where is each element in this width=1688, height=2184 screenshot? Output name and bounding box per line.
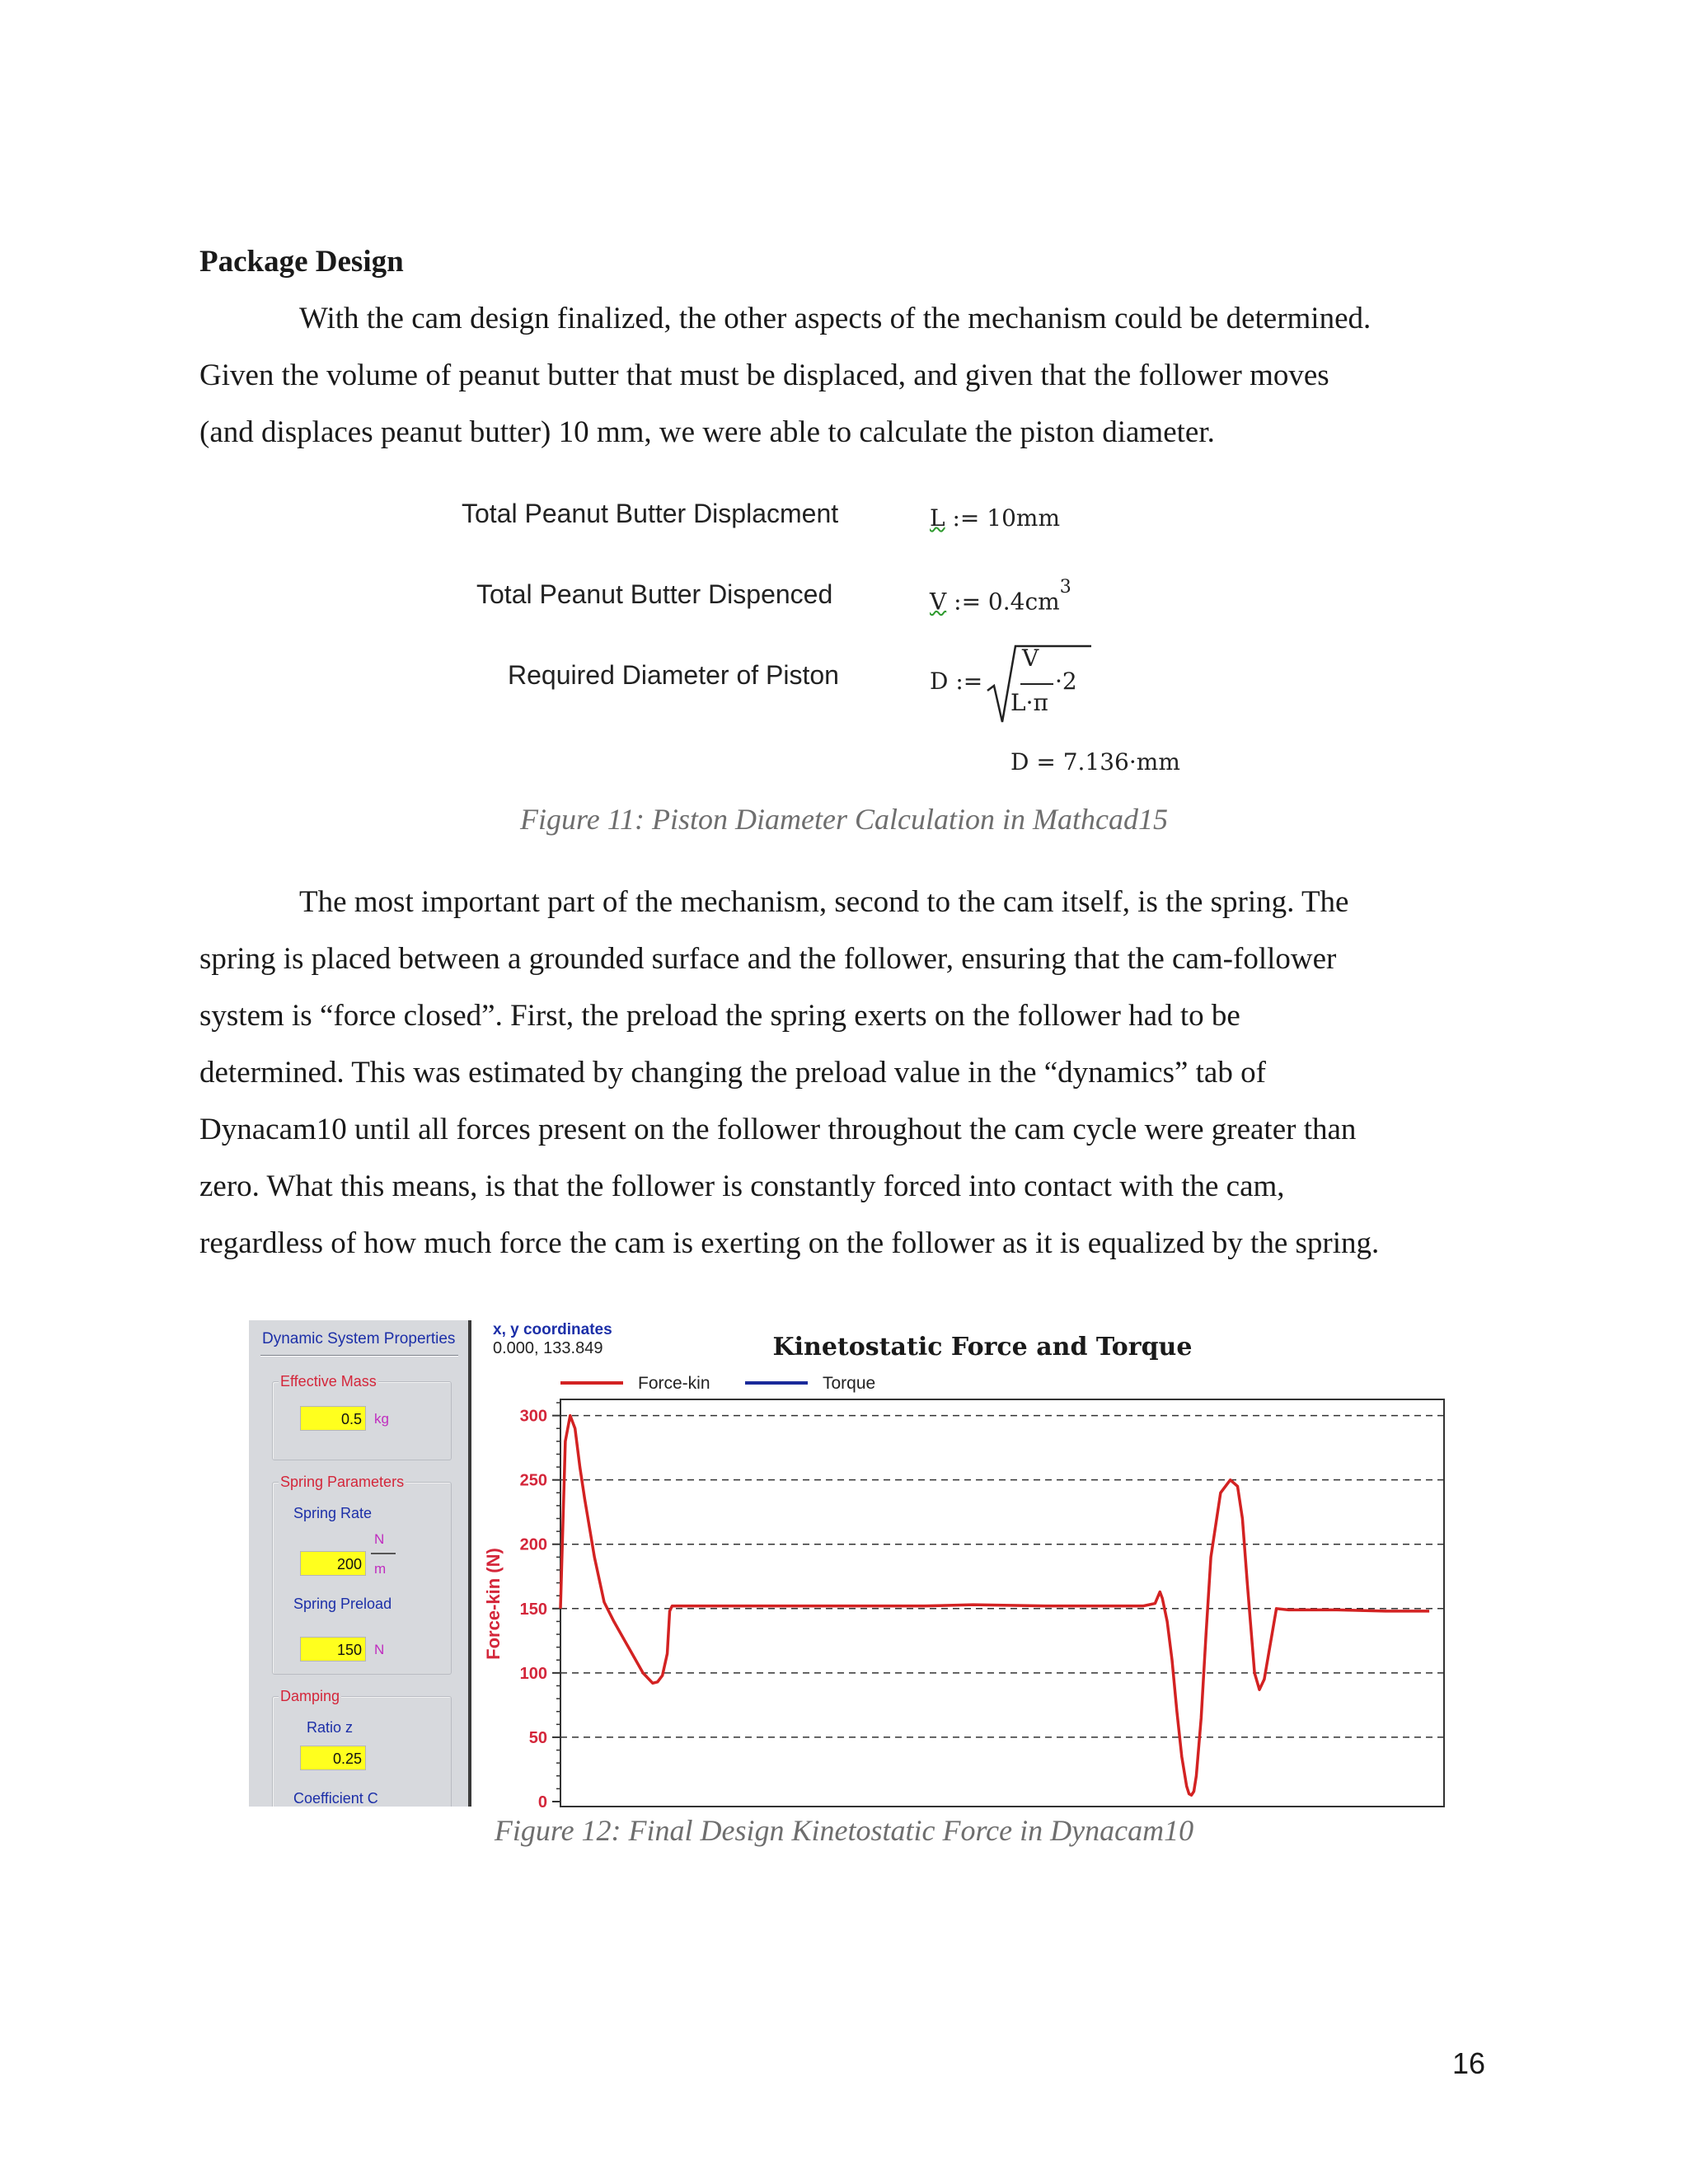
divider: [260, 1355, 458, 1357]
figure-11-caption: Figure 11: Piston Diameter Calculation in Mathcad15: [520, 803, 1168, 836]
page-number: 16: [1452, 2046, 1486, 2080]
mathcad-eq-diameter-lhs: D :=: [930, 668, 983, 695]
spring-parameters-label: Spring Parameters: [280, 1474, 405, 1490]
dynamic-properties-panel: [249, 1320, 468, 1807]
mathcad-label-dispensed: Total Peanut Butter Dispenced: [476, 579, 833, 609]
spring-rate-label: Spring Rate: [293, 1505, 373, 1521]
spring-preload-input[interactable]: 150: [300, 1637, 366, 1661]
y-axis-label: Force-kin (N): [483, 1548, 504, 1660]
mathcad-eq-rest: := 0.4cm: [954, 588, 1060, 616]
mathcad-result: D = 7.136·mm: [1010, 748, 1180, 776]
paragraph-line: determined. This was estimated by changing the preload value in the “dynamics” tab of: [199, 1056, 1266, 1090]
paragraph-line: With the cam design finalized, the other aspects of the mechanism could be determined.: [299, 302, 1372, 335]
coords-label: x, y coordinates: [493, 1321, 612, 1338]
mathcad-eq-rest: := 10mm: [952, 504, 1061, 532]
effective-mass-input[interactable]: 0.5: [300, 1406, 366, 1431]
mathcad-var: V: [930, 588, 947, 616]
coefficient-label: Coefficient C: [293, 1790, 378, 1807]
mathcad-fraction-numerator: V: [1022, 644, 1039, 672]
y-tick-label: 50: [528, 1728, 547, 1747]
coords-value: 0.000, 133.849: [493, 1339, 603, 1357]
mass-unit: kg: [374, 1411, 389, 1427]
paragraph-line: Dynacam10 until all forces present on the follower throughout the cam cycle were greater than: [199, 1113, 1357, 1146]
mathcad-multiplier: ·2: [1055, 668, 1077, 695]
spring-rate-unit-num: N: [374, 1531, 385, 1547]
paragraph-2: [199, 874, 1485, 1272]
spring-rate-unit-den: m: [374, 1561, 387, 1577]
chart-title: Kinetostatic Force and Torque: [772, 1333, 1193, 1361]
panel-title: Dynamic System Properties: [262, 1330, 456, 1347]
fraction-bar: [371, 1553, 396, 1554]
mathcad-eq-volume: [930, 577, 1071, 616]
paragraph-line: system is “force closed”. First, the preload the spring exerts on the follower had to be: [199, 999, 1240, 1033]
y-tick-label: 300: [519, 1407, 547, 1426]
paragraph-line: regardless of how much force the cam is exerting on the follower as it is equalized by the spring.: [199, 1226, 1380, 1260]
paragraph-line: zero. What this means, is that the follower is constantly forced into contact with the cam,: [199, 1169, 1285, 1203]
legend-force-label: Force-kin: [638, 1374, 710, 1393]
section-heading: Package Design: [199, 245, 404, 279]
damping-ratio-input[interactable]: 0.25: [300, 1746, 366, 1770]
y-tick-label: 150: [519, 1600, 547, 1619]
mathcad-exponent: 3: [1059, 577, 1071, 598]
damping-label: Damping: [280, 1688, 340, 1704]
paragraph-line: Given the volume of peanut butter that must be displaced, and given that the follower moves: [199, 359, 1329, 392]
y-tick-label: 250: [519, 1471, 547, 1490]
mathcad-var: L: [930, 504, 945, 532]
paragraph-1: [199, 290, 1485, 461]
y-tick-label: 100: [519, 1664, 547, 1683]
paragraph-line: The most important part of the mechanism, second to the cam itself, is the spring. The: [299, 885, 1349, 919]
mathcad-eq-length: [930, 504, 1060, 532]
mathcad-label-diameter: Required Diameter of Piston: [508, 660, 839, 690]
legend-torque-label: Torque: [823, 1374, 876, 1393]
paragraph-line: (and displaces peanut butter) 10 mm, we were able to calculate the piston diameter.: [199, 415, 1215, 449]
y-tick-label: 200: [519, 1535, 547, 1554]
spring-preload-label: Spring Preload: [293, 1596, 392, 1612]
spring-rate-input[interactable]: 200: [300, 1551, 366, 1576]
spring-preload-unit: N: [374, 1642, 385, 1657]
plot-area: [560, 1399, 1444, 1807]
paragraph-line: spring is placed between a grounded surface and the follower, ensuring that the cam-follower: [199, 942, 1337, 976]
series-line-force-kin: [560, 1416, 1429, 1796]
effective-mass-label: Effective Mass: [280, 1373, 377, 1390]
mathcad-fraction-denominator: L·π: [1010, 689, 1048, 716]
y-tick-label: 0: [537, 1793, 547, 1811]
panel-separator: [468, 1320, 471, 1807]
ratio-label: Ratio z: [307, 1719, 354, 1736]
mathcad-label-displacement: Total Peanut Butter Displacment: [462, 499, 839, 528]
figure-12-caption: Figure 12: Final Design Kinetostatic Force in Dynacam10: [494, 1814, 1194, 1847]
